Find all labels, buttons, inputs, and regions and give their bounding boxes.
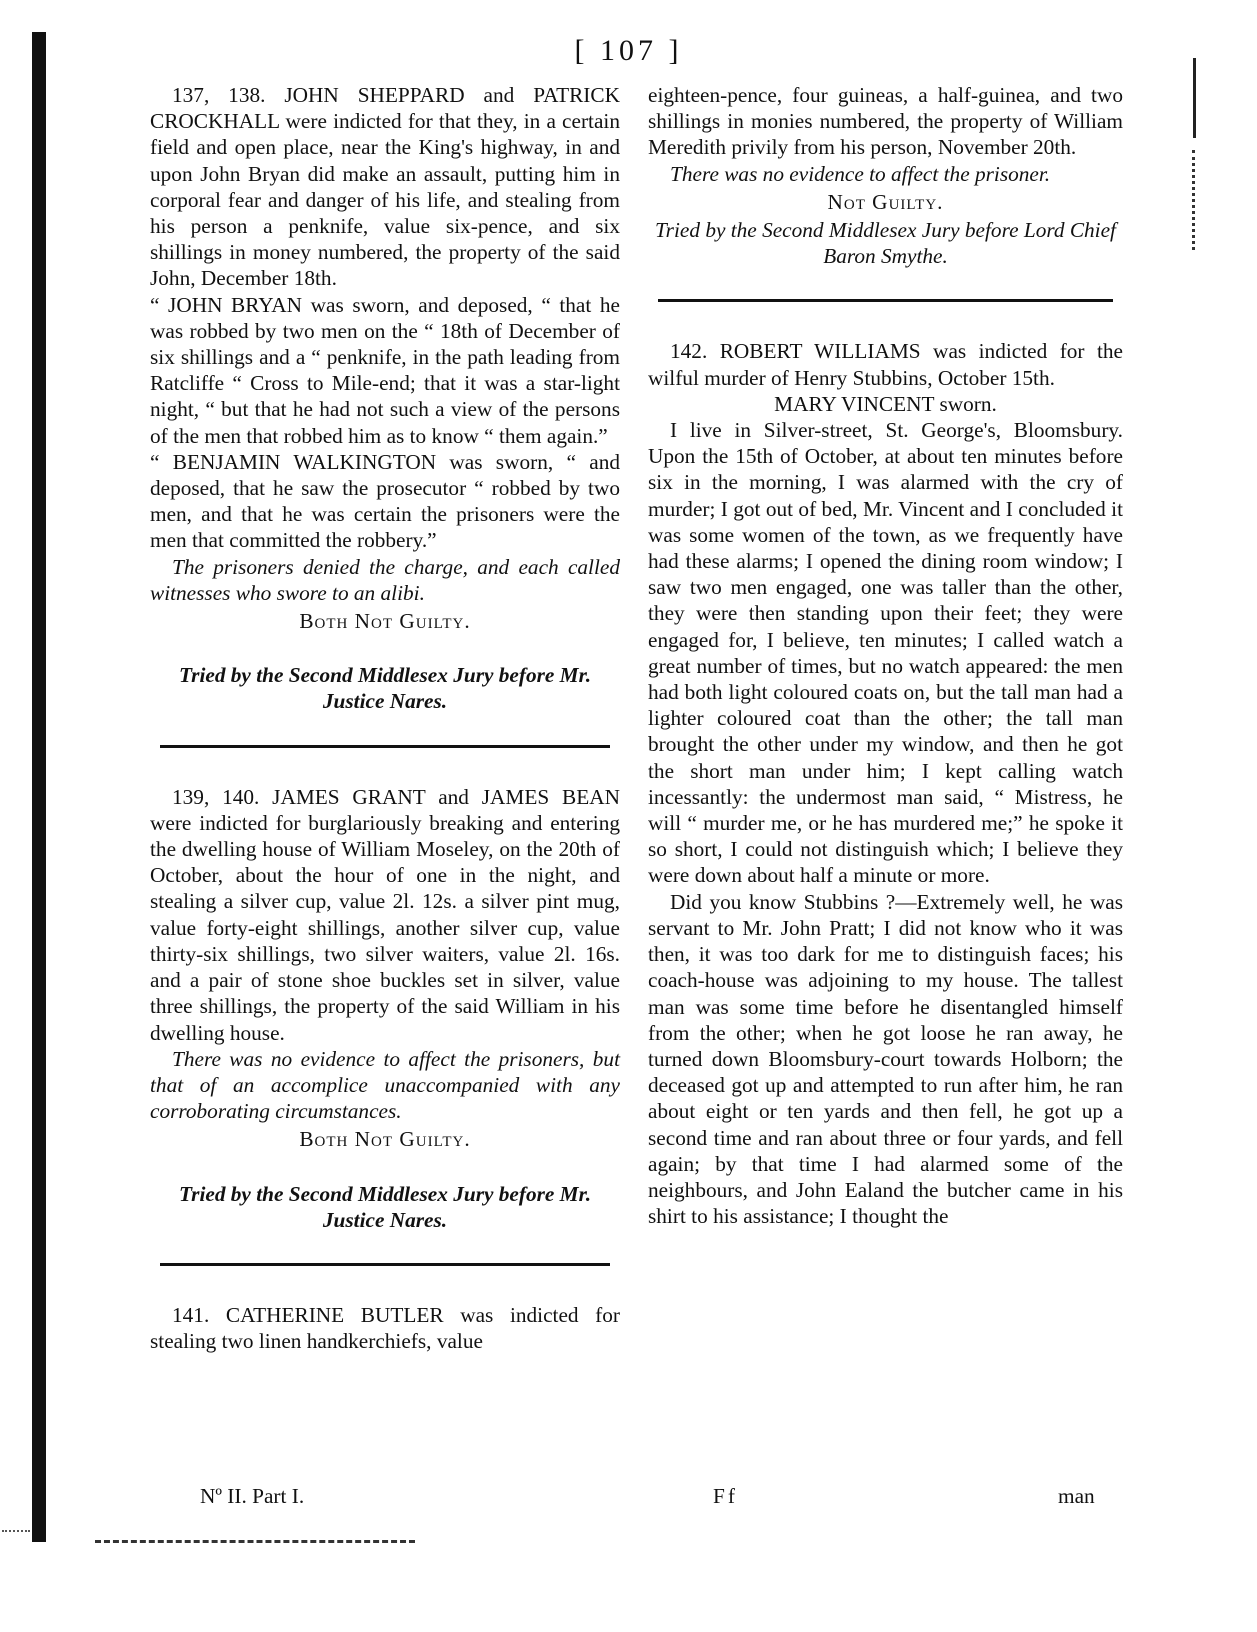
margin-specks-bottom (2, 1530, 30, 1532)
case-137-testimony-bryan: “ JOHN BRYAN was sworn, and deposed, “ that he was robbed by two men on the “ 18th of December of six shillings and a “ penknife, in the path leading from Ratcliffe “ Cross to Mile-end; that it was a star-light night, “ but that he had not such a view of the persons of the men that robbed him as to know “ them again.” (150, 292, 620, 448)
case-137-indictment: 137, 138. JOHN SHEPPARD and PATRICK CROCKHALL were indicted for that they, in a certain field and open place, near the King's highway, in and upon John Bryan did make an assault, putting him in corporal fear and danger of his life, and stealing from his person a penknife, value six-pence, and six shillings in money numbered, the property of the said John, December 18th. (150, 83, 620, 291)
book-spine-edge (32, 32, 46, 1542)
right-column (648, 82, 1123, 1229)
case-141-tried-by: Tried by the Second Middlesex Jury before Lord Chief Baron Smythe. (655, 218, 1116, 269)
page-number: [ 107 ] (574, 34, 683, 67)
case-142-indictment: 142. ROBERT WILLIAMS was indicted for the wilful murder of Henry Stubbins, October 15th. (648, 339, 1123, 390)
case-141-evidence: There was no evidence to affect the prisoner. (670, 161, 1051, 186)
case-139-evidence: There was no evidence to affect the prisoners, but that of an accomplice unaccompanied with any corroborating circumstances. (150, 1046, 620, 1124)
bottom-dashed-rule (95, 1540, 415, 1543)
case-142-testimony-2: Did you know Stubbins ?—Extremely well, he was servant to Mr. John Pratt; I did not know who it was then, it was too dark for me to distinguish faces; his coach-house was adjoining to my house. The tallest man was some time before he disentangled himself from the other; when he got loose he ran away, he turned down Bloomsbury-court towards Holborn; the deceased got up and attempted to run after him, he ran about eight or ten yards and then fell, he got up a second time and ran about three or four yards, and fell again; by that time I had alarmed some of the neighbours, and John Ealand the butcher came in his shirt to his assistance; I thought the (648, 889, 1123, 1229)
signature-line: Nº II. Part I. (200, 1484, 305, 1508)
case-137-verdict: Both Not Guilty. (299, 609, 471, 634)
section-rule (160, 1263, 610, 1266)
left-column (150, 82, 620, 1354)
case-139-verdict: Both Not Guilty. (299, 1127, 471, 1152)
case-137-testimony-walkington: “ BENJAMIN WALKINGTON was sworn, “ and deposed, that he saw the prosecutor “ robbed by two men, and that he was certain the prisoners were the men that committed the robbery.” (150, 449, 620, 553)
margin-mark (1193, 58, 1196, 138)
case-137-tried-by: Tried by the Second Middlesex Jury before Mr. Justice Nares. (178, 663, 592, 714)
case-137-defence: The prisoners denied the charge, and each called witnesses who swore to an alibi. (150, 554, 620, 605)
case-142-witness-heading: MARY VINCENT sworn. (774, 391, 997, 416)
case-141-indictment-end: eighteen-pence, four guineas, a half-guinea, and two shillings in monies numbered, the property of William Meredith privily from his person, November 20th. (648, 83, 1123, 160)
case-139-tried-by: Tried by the Second Middlesex Jury before Mr. Justice Nares. (178, 1181, 592, 1232)
case-142-testimony-1: I live in Silver-street, St. George's, Bloomsbury. Upon the 15th of October, at about ten minutes before six in the morning, I was alarmed with the cry of murder; I got out of bed, Mr. Vincent and I concluded it was some women of the town, as we frequently have had these alarms; I opened the dining room window; I saw two men engaged, one was taller than the other, they were then standing upon their feet; they were engaged for, I believe, ten minutes; I called watch a great number of times, but no watch appeared: the men had both light coloured coats on, but the tall man had a lighter coloured coat than the other; the tall man brought the other under my window, and then he got the short man under him; I kept calling watch incessantly: the undermost man said, “ Mistress, he will “ murder me, or he has murdered me;” he spoke it so short, I could not distinguish which; I believe they were down about half a minute or more. (648, 418, 1123, 888)
signature-mark: Ff (713, 1484, 738, 1508)
case-139-indictment: 139, 140. JAMES GRANT and JAMES BEAN were indicted for burglariously breaking and entering the dwelling house of William Moseley, on the 20th of October, about the hour of one in the night, and stealing a silver cup, value 2l. 12s. a silver pint mug, value forty-eight shillings, another silver cup, value thirty-six shillings, two silver waiters, value 2l. 16s. and a pair of stone shoe buckles set in silver, value three shillings, the property of the said William in his dwelling house. (150, 784, 620, 1045)
catchword: man (1058, 1484, 1095, 1508)
margin-specks (1192, 150, 1201, 250)
section-rule (658, 299, 1113, 302)
case-141-indictment-start: 141. CATHERINE BUTLER was indicted for stealing two linen handkerchiefs, value (150, 1302, 620, 1354)
section-rule (160, 745, 610, 748)
case-141-verdict: Not Guilty. (827, 189, 944, 214)
